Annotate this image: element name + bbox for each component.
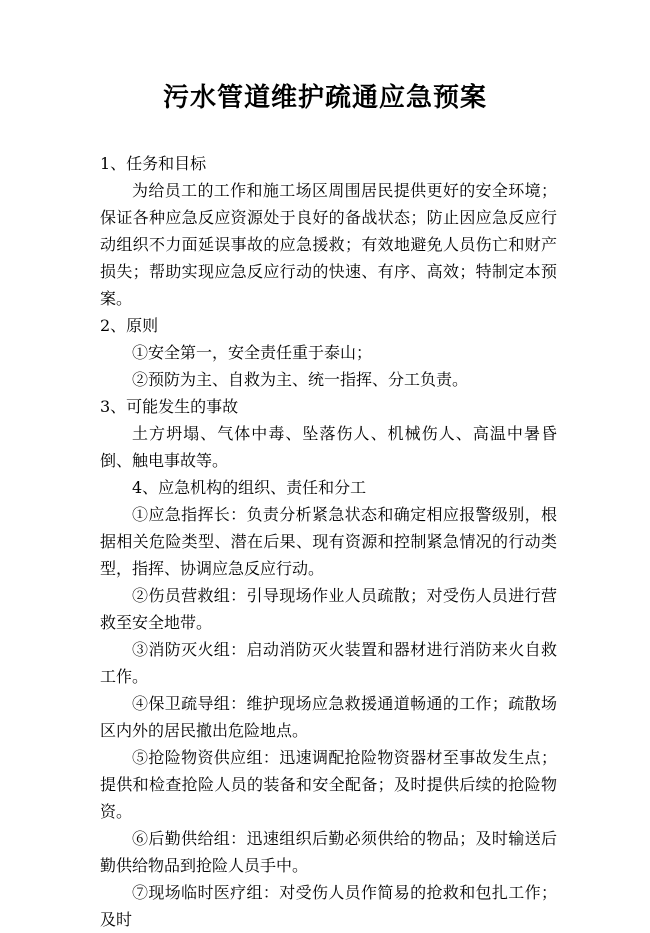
section-heading-1: 1、任务和目标: [100, 154, 207, 173]
org-item-medical: ⑦现场临时医疗组：对受伤人员作简易的抢救和包扎工作；及时: [100, 883, 557, 929]
paragraph-task-goal: 为给员工的工作和施工场区周围居民提供更好的安全环境；保证各种应急反应资源处于良好的备战状态；防止因应急反应行动组织不力面延误事故的应急援救；有效地避免人员伤亡和财产损失；帮助实现应急反应行动的快速、有序、高效；特制定本预案。: [100, 181, 557, 308]
document-body: [100, 150, 557, 933]
section-heading-3: 3、可能发生的事故: [100, 397, 239, 416]
document-title: 污水管道维护疏通应急预案: [162, 83, 487, 113]
section-heading-2: 2、原则: [100, 316, 159, 335]
org-item-security: ④保卫疏导组：维护现场应急救援通道畅通的工作；疏散场区内外的居民撤出危险地点。: [100, 694, 557, 740]
principle-item-2: ②预防为主、自救为主、统一指挥、分工负责。: [132, 370, 469, 389]
org-item-commander: ①应急指挥长：负责分析紧急状态和确定相应报警级别，根据相关危险类型、潜在后果、现有资源和控制紧急情况的行动类型，指挥、协调应急反应行动。: [100, 505, 557, 578]
org-item-logistics: ⑥后勤供给组：迅速组织后勤必须供给的物品；及时输送后勤供给物品到抢险人员手中。: [100, 829, 557, 875]
org-item-firefighting: ③消防灭火组：启动消防灭火装置和器材进行消防来火自救工作。: [100, 640, 557, 686]
org-item-supplies: ⑤抢险物资供应组：迅速调配抢险物资器材至事故发生点；提供和检查抢险人员的装备和安全配备；及时提供后续的抢险物资。: [100, 748, 557, 821]
principle-item-1: ①安全第一，安全责任重于泰山；: [132, 343, 373, 362]
org-item-rescue: ②伤员营救组：引导现场作业人员疏散；对受伤人员进行营救至安全地带。: [100, 586, 557, 632]
section-heading-4: 4、应急机构的组织、责任和分工: [132, 478, 367, 497]
paragraph-possible-accidents: 土方坍塌、气体中毒、坠落伤人、机械伤人、高温中暑昏倒、触电事故等。: [100, 424, 557, 470]
